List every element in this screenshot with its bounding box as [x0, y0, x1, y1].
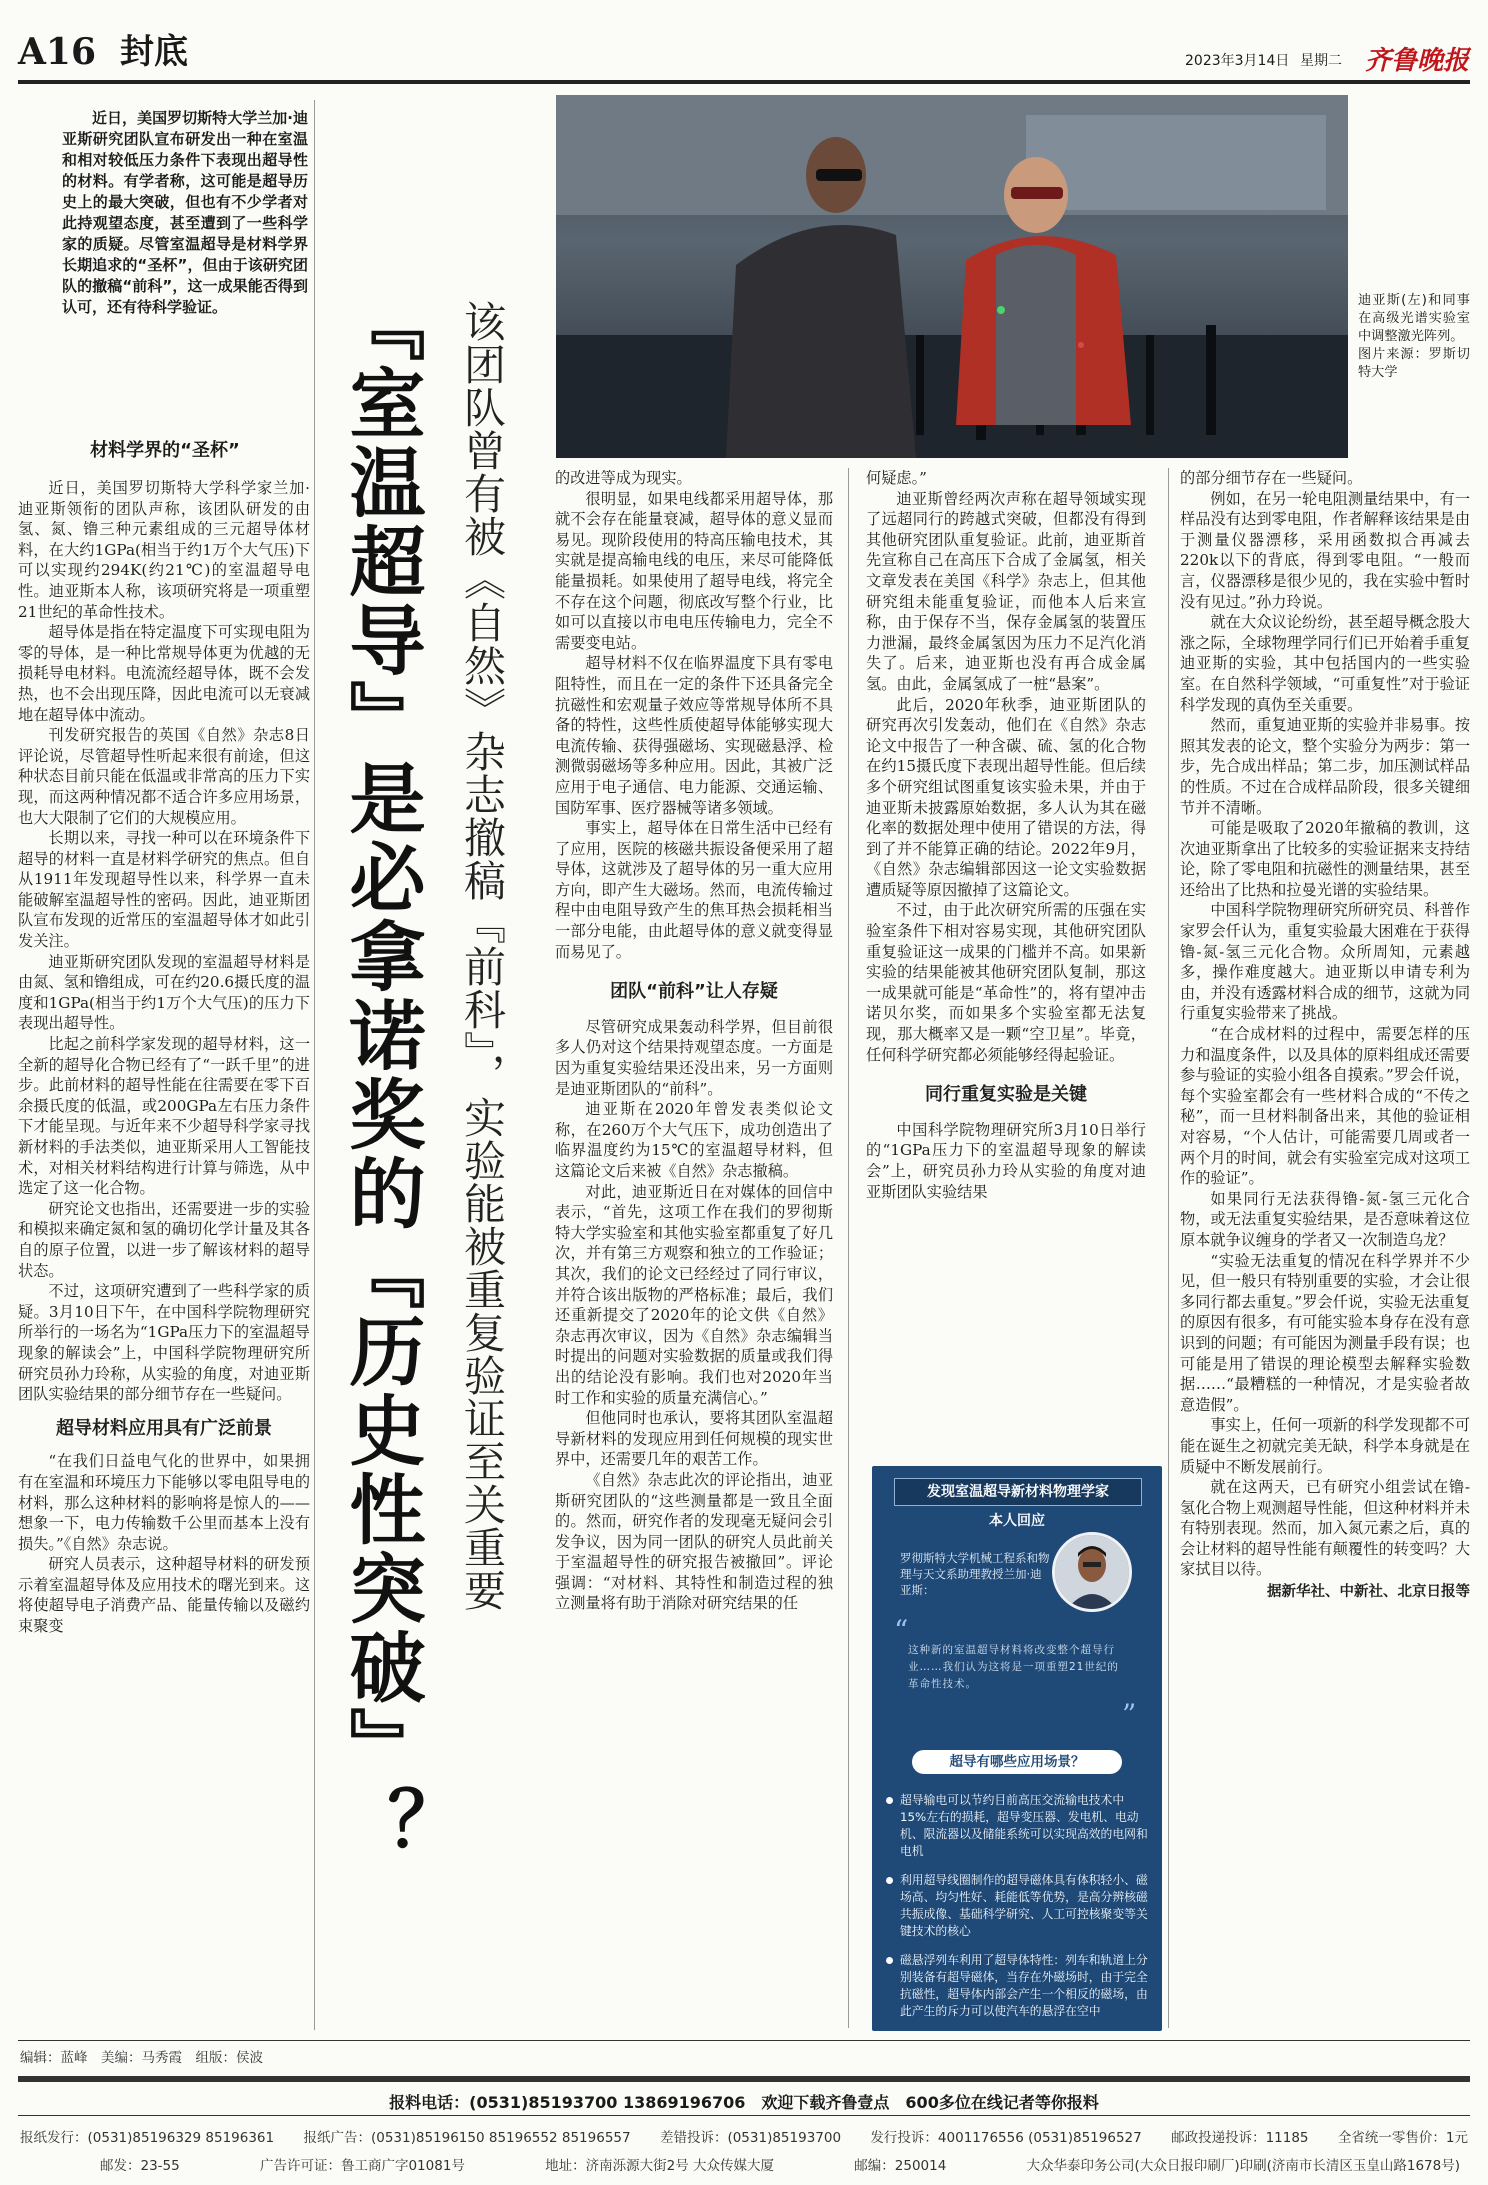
footer-band	[18, 2076, 1470, 2082]
column-2	[555, 468, 833, 1614]
paragraph: 可能是吸取了2020年撤稿的教训，这次迪亚斯拿出了比较多的实验证据来支持结论，除了零电阻和抗磁性的测量结果，甚至还给出了比热和拉曼光谱的实验结果。	[1180, 819, 1470, 899]
paragraph: “在合成材料的过程中，需要怎样的压力和温度条件，以及具体的原料组成还需要参与验证的实验小组各自摸索。”罗会仟说，每个实验室都会有一些材料合成的“不传之秘”，而一旦材料制备出来，其他的验证相对容易，“个人估计，可能需要几周或者一两个月的时间，就会有实验室完成对这项工作的验证”。	[1180, 1025, 1470, 1188]
photo-caption	[1358, 292, 1470, 382]
lab-photo	[556, 95, 1348, 458]
list-item-text: 超导输电可以节约目前高压交流输电技术中15%左右的损耗，超导变压器、发电机、电动机、限流器以及储能系统可以实现高效的电网和电机	[900, 1793, 1148, 1858]
section-title-2	[18, 1419, 310, 1440]
footer-item: 邮编：250014	[854, 2158, 947, 2174]
news-source: 据新华社、中新社、北京日报等	[1267, 1584, 1470, 1601]
hotline-text: 报料电话：(0531)85193700 13869196706 欢迎下载齐鲁壹点 600多位在线记者等你报料	[389, 2093, 1099, 2112]
issue-weekday: 星期二	[1300, 53, 1342, 69]
paragraph: 很明显，如果电线都采用超导体，那就不会存在能量衰减，超导体的意义显而易见。现阶段使用的特高压输电技术，其实就是提高输电线的电压，来尽可能降低能量损耗。如果使用了超导电线，将完全不存在这个问题，彻底改写整个行业，比如可以直接以市电电压传输电力，完全不需要变电站。	[555, 489, 833, 652]
footer-item: 大众华泰印务公司(大众日报印刷厂)印刷(济南市长清区玉皇山路1678号)	[1026, 2158, 1460, 2174]
paragraph: 尽管研究成果轰动科学界，但目前很多人仍对这个结果持观望态度。一方面是因为重复实验结果还没出来，另一方面则是迪亚斯团队的“前科”。	[555, 1017, 833, 1098]
section-title-3	[555, 982, 833, 1003]
footer-item: 差错投诉：(0531)85193700	[659, 2130, 842, 2146]
page-number: A16	[18, 31, 97, 73]
section-title-1	[20, 436, 310, 462]
headline: 『室温超导』是必拿诺奖的『历史性突破』？	[337, 285, 426, 1865]
photo-caption-text: 迪亚斯(左)和同事在高级光谱实验室中调整激光阵列。	[1358, 293, 1470, 344]
bullet-icon	[886, 1957, 893, 1964]
paragraph: 超导体是指在特定温度下可实现电阻为零的导体，是一种比常规导体更为优越的无损耗导电材料。电流流经超导体，既不会发热，也不会出现压降，因此电流可以无衰减地在超导体中流动。	[18, 623, 310, 724]
paragraph: 迪亚斯研究团队发现的室温超导材料是由氮、氢和镥组成，可在约20.6摄氏度的温度和1GPa(相当于约1万个大气压)的压力下表现出超导性。	[18, 952, 311, 1033]
section-title-text: 同行重复实验是关键	[925, 1084, 1087, 1106]
paragraph: 迪亚斯曾经两次声称在超导领域实现了远超同行的跨越式突破，但都没有得到其他研究团队重复验证。此前，迪亚斯首先宣称自己在高压下合成了金属氢，相关文章发表在美国《科学》杂志上，但其他研究组未能重复验证，而他本人后来宣称，由于保存不当，保存金属氢的装置压力泄漏，最终金属氢因为压力不足汽化消失了。后来，迪亚斯也没有再合成金属氢。由此，金属氢成了一桩“悬案”。	[866, 489, 1146, 693]
paragraph: 迪亚斯在2020年曾发表类似论文称，在260万个大气压下，成功创造出了临界温度约为15℃的室温超导材料，但这篇论文后来被《自然》杂志撤稿。	[555, 1100, 833, 1180]
section-title-text: 团队“前科”让人存疑	[610, 981, 778, 1003]
subheadline: 该团队曾有被《自然》杂志撤稿『前科』，实验能被重复验证至关重要	[458, 300, 507, 1612]
infobox-person: 罗彻斯特大学机械工程系和物理与天文系助理教授兰加·迪亚斯：	[900, 1551, 1050, 1597]
paragraph: 事实上，超导体在日常生活中已经有了应用，医院的核磁共振设备便采用了超导体，这就涉及了超导体的另一重大应用方向，即产生大磁场。然而，电流传输过程中由电阻导致产生的焦耳热会损耗相当一部分电能，由此超导体的意义就变得显而易见了。	[555, 819, 833, 961]
footer-address-row	[100, 2154, 1460, 2174]
editor-credits: 编辑：蓝峰 美编：马秀霞 组版：侯波	[20, 2050, 263, 2066]
photo-credit: 图片来源：罗斯切特大学	[1358, 347, 1470, 380]
footer-item: 地址：济南泺源大街2号 大众传媒大厦	[545, 2158, 775, 2174]
avatar	[1052, 1532, 1132, 1612]
column-4	[1180, 468, 1470, 1603]
infobox-question: 超导有哪些应用场景？	[912, 1750, 1122, 1774]
column-1	[18, 478, 310, 1637]
column-divider	[314, 100, 315, 2030]
paragraph: 超导材料不仅在临界温度下具有零电阻特性，而且在一定的条件下还具备完全抗磁性和宏观量子效应等常规导体所不具备的特性，这些性质使超导体能够实现大电流传输、获得强磁场、实现磁悬浮、检测微弱磁场等多种应用。因此，其被广泛应用于电子通信、电力能源、交通运输、国防军事、医疗器械等诸多领域。	[555, 654, 833, 817]
paragraph: 中国科学院物理研究所3月10日举行的“1GPa压力下的室温超导现象的解读会”上，研究员孙力玲从实验的角度对迪亚斯团队实验结果	[866, 1120, 1146, 1201]
list-item-text: 磁悬浮列车利用了超导体特性：列车和轨道上分别装备有超导磁体，当存在外磁场时，由于完全抗磁性，超导体内部会产生一个相反的磁场，由此产生的斥力可以使汽车的悬浮在空中	[900, 1953, 1148, 2018]
section-title-text: 材料学界的“圣杯”	[90, 440, 240, 461]
paragraph: 事实上，任何一项新的科学发现都不可能在诞生之初就完美无缺，科学本身就是在质疑中不断发展前行。	[1180, 1416, 1470, 1476]
footer-contact-row	[20, 2126, 1468, 2146]
paragraph: 刊发研究报告的英国《自然》杂志8日评论说，尽管超导性听起来很有前途，但这种状态目前只能在低温或非常高的压力下实现，而这两种情况都不适合许多应用场景，也大大限制了它们的大规模应用。	[18, 726, 310, 827]
paragraph: 然而，重复迪亚斯的实验并非易事。按照其发表的论文，整个实验分为两步：第一步，先合成出样品；第二步，加压测试样品的性质。不过在合成样品阶段，很多关键细节并不清晰。	[1180, 716, 1470, 817]
paragraph: 何疑虑。”	[866, 469, 927, 487]
footer-item: 报纸发行：(0531)85196329 85196361	[20, 2130, 275, 2146]
infobox	[872, 1466, 1162, 2031]
footer-item: 广告许可证：鲁工商广字01081号	[259, 2158, 465, 2174]
paragraph: 不过，由于此次研究所需的压强在实验室条件下相对容易实现，其他研究团队重复验证这一成果的门槛并不高。如果新实验的结果能被其他研究团队复制，那这一成果就可能是“革命性”的，将有望冲击诺贝尔奖，而如果多个实验室都无法复现，那大概率又是一颗“空卫星”。毕竟，任何科学研究都必须能够经得起验证。	[866, 901, 1146, 1064]
footer-rule-top	[18, 2040, 1470, 2041]
infobox-title: 发现室温超导新材料物理学家	[894, 1478, 1142, 1506]
footer-rule	[18, 2115, 1470, 2116]
quote-close-icon: ”	[1122, 1698, 1137, 1731]
section-title-4	[866, 1085, 1146, 1106]
footer-item: 全省统一零售价：1元	[1337, 2130, 1468, 2146]
paragraph: 如果同行无法获得镥-氮-氢三元化合物，或无法重复实验结果，是否意味着这位原本就争议缠身的学者又一次制造乌龙？	[1180, 1189, 1470, 1249]
paragraph: 此后，2020年秋季，迪亚斯团队的研究再次引发轰动，他们在《自然》杂志论文中报告了一种含碳、硫、氢的化合物在约15摄氏度下表现出超导性能。但后续多个研究组试图重复该实验未果，并由于迪亚斯未披露原始数据，多人认为其在磁化率的数据处理中使用了错误的方法，得到了并不能算正确的结论。2022年9月，《自然》杂志编辑部因这一论文实验数据遭质疑等原因撤掉了这篇论文。	[866, 695, 1146, 899]
footer-item: 发行投诉：4001176556 (0531)85196527	[870, 2130, 1142, 2146]
paragraph: 《自然》杂志此次的评论指出，迪亚斯研究团队的“这些测量都是一致且全面的。然而，研究作者的发现毫无疑问会引发争议，因为同一团队的研究人员此前关于室温超导性的研究报告被撤回”。评论强调：“对材料、其特性和制造过程的独立测量将有助于消除对研究结果的任	[555, 1470, 833, 1613]
paragraph: 近日，美国罗切斯特大学科学家兰加·迪亚斯领衔的团队声称，该团队研发的由氢、氮、镥三种元素组成的三元超导体材料，在大约1GPa(相当于约1万个大气压)下可以实现约294K(约21℃)的室温超导电性。迪亚斯本人称，该项研究将是一项重塑21世纪的革命性技术。	[18, 479, 310, 621]
bullet-icon	[886, 1877, 893, 1884]
list-item	[886, 1872, 1148, 1940]
masthead-rule	[18, 80, 1470, 84]
paragraph: 研究论文也指出，还需要进一步的实验和模拟来确定氮和氢的确切化学计量及其各自的原子位置，以进一步了解该材料的超导状态。	[18, 1199, 310, 1280]
paragraph: 例如，在另一轮电阻测量结果中，有一样品没有达到零电阻，作者解释该结果是由于测量仪器漂移，采用函数拟合再减去220k以下的背底，得到零电阻。“一般而言，仪器漂移是很少见的，我在实验中暂时没有见过。”孙力玲说。	[1180, 489, 1470, 611]
infobox-list	[886, 1792, 1148, 2032]
paragraph: 的改进等成为现实。	[555, 469, 692, 487]
column-divider	[848, 468, 849, 2028]
list-item	[886, 1792, 1148, 1860]
paragraph: “在我们日益电气化的世界中，如果拥有在室温和环境压力下能够以零电阻导电的材料，那么这种材料的影响将是惊人的——想象一下，电力传输数千公里而基本上没有损失。”《自然》杂志说。	[18, 1452, 310, 1553]
list-item	[886, 1952, 1148, 2020]
paragraph: 中国科学院物理研究所研究员、科普作家罗会仟认为，重复实验最大困难在于获得镥-氮-氢三元化合物。众所周知，元素越多，操作难度越大。迪亚斯以申请专利为由，并没有透露材料合成的细节，这就为同行重复实验带来了挑战。	[1180, 901, 1470, 1023]
column-divider	[1168, 468, 1169, 2028]
paragraph: 就在大众议论纷纷，甚至超导概念股大涨之际，全球物理学同行们已开始着手重复迪亚斯的实验，其中包括国内的一些实验室。在自然科学领域，“可重复性”对于验证科学发现的真伪至关重要。	[1180, 613, 1470, 714]
section-name: 封底	[120, 32, 188, 72]
issue-date: 2023年3月14日	[1185, 53, 1290, 69]
quote-open-icon: “	[894, 1614, 909, 1647]
paragraph: 对此，迪亚斯近日在对媒体的回信中表示，“首先，这项工作在我们的罗彻斯特大学实验室和其他实验室都重复了好几次，并有第三方观察和独立的工作验证；其次，我们的论文已经经过了同行审议，并符合该出版物的严格标准；最后，我们还重新提交了2020年的论文供《自然》杂志再次审议，因为《自然》杂志编辑当时提出的问题对实验数据的质量或我们得出的结论没有影响。我们也对2020年当时工作和实验的质量充满信心。”	[555, 1182, 833, 1407]
lede: 近日，美国罗切斯特大学兰加·迪亚斯研究团队宣布研发出一种在室温和相对较低压力条件下表现出超导性的材料。有学者称，这可能是超导历史上的最大突破，但也有不少学者对此持观望态度，甚至遭到了一些科学家的质疑。尽管室温超导是材料学界长期追求的“圣杯”，但由于该研究团队的撤稿“前科”，这一成果能否得到认可，还有待科学验证。	[62, 109, 308, 316]
paragraph: “实验无法重复的情况在科学界并不少见，但一般只有特别重要的实验，才会让很多同行都去重复。”罗会仟说，实验无法重复的原因有很多，有可能实验本身存在没有意识到的问题；有可能因为测量手段有误；也可能是用了错误的理论模型去解释实验数据……“最糟糕的一种情况，才是实验者故意造假”。	[1180, 1251, 1470, 1414]
footer-item: 邮发：23-55	[100, 2158, 180, 2174]
infobox-title-2: 本人回应	[989, 1513, 1045, 1529]
paragraph: 不过，这项研究遭到了一些科学家的质疑。3月10日下午，在中国科学院物理研究所举行的一场名为“1GPa压力下的室温超导现象的解读会”上，中国科学院物理研究所研究员孙力玲称，从实验的角度，对迪亚斯团队实验结果的部分细节存在一些疑问。	[18, 1282, 310, 1404]
paragraph: 长期以来，寻找一种可以在环境条件下超导的材料一直是材料学研究的焦点。但自从1911年发现超导性以来，科学界一直未能破解室温超导性的密码。因此，迪亚斯团队宣布发现的近常压的室温超导体才如此引发关注。	[18, 829, 310, 951]
infobox-quote: 这种新的室温超导材料将改变整个超导行业……我们认为这将是一项重塑21世纪的革命性技术。	[908, 1644, 1119, 1690]
column-3	[866, 468, 1146, 1202]
footer-item: 邮政投递投诉：11185	[1171, 2130, 1309, 2146]
section-title-text: 超导材料应用具有广泛前景	[56, 1417, 272, 1439]
bullet-icon	[886, 1797, 893, 1804]
paragraph: 但他同时也承认，要将其团队室温超导新材料的发现应用到任何规模的现实世界中，还需要几年的艰苦工作。	[555, 1409, 833, 1469]
paragraph: 的部分细节存在一些疑问。	[1180, 469, 1363, 487]
footer-item: 报纸广告：(0531)85196150 85196552 85196557	[303, 2130, 631, 2146]
paper-logo: 齐鲁晚报	[1365, 46, 1470, 76]
paragraph: 比起之前科学家发现的超导材料，这一全新的超导化合物已经有了“一跃千里”的进步。此前材料的超导性能在往需要在零下百余摄氏度的低温，或200GPa左右压力条件下才能呈现。与近年来不少超导科学家寻找新材料的手法类似，迪亚斯采用人工智能技术，对相关材料结构进行计算与筛选，从中选定了这一化合物。	[18, 1035, 310, 1198]
paragraph: 研究人员表示，这种超导材料的研发预示着室温超导体及应用技术的曙光到来。这将使超导电子消费产品、能量传输以及磁约束聚变	[18, 1555, 310, 1636]
paragraph: 就在这两天，已有研究小组尝试在镥-氢化合物上观测超导性能，但这种材料并未有特别表现。然而，加入氮元素之后，真的会让材料的超导性能有颠覆性的转变吗？大家拭目以待。	[1180, 1478, 1470, 1579]
list-item-text: 利用超导线圈制作的超导磁体具有体积轻小、磁场高、均匀性好、耗能低等优势，是高分辨核磁共振成像、基础科学研究、人工可控核聚变等关键技术的核心	[900, 1873, 1148, 1938]
